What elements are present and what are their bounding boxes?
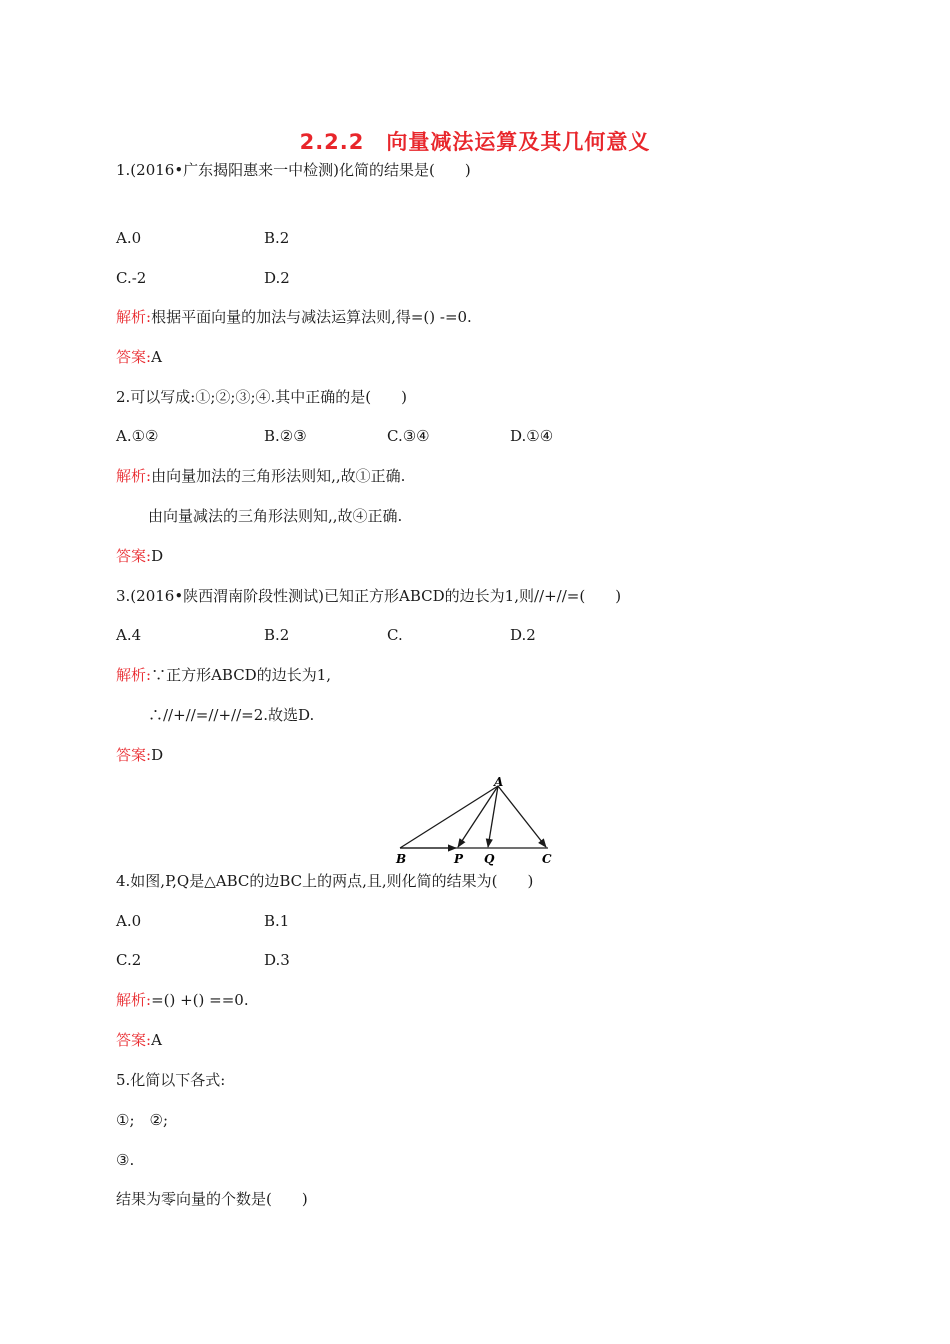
q2-answer bbox=[116, 546, 163, 566]
analysis-label: 解析: bbox=[116, 666, 152, 684]
q3-analysis-cont: ∴//+//=//+//=2.故选D. bbox=[148, 706, 315, 724]
answer-text: D bbox=[151, 746, 164, 764]
q1-option-a: A.0 bbox=[116, 229, 142, 247]
q5-tail: 结果为零向量的个数是( ) bbox=[116, 1190, 308, 1208]
q1-option-d: D.2 bbox=[264, 269, 290, 287]
q1-answer bbox=[116, 347, 162, 367]
vector-aq bbox=[488, 786, 498, 847]
label-p: P bbox=[454, 852, 464, 866]
q5-item-2: ③. bbox=[116, 1151, 135, 1169]
q4-analysis bbox=[116, 990, 249, 1010]
answer-label: 答案: bbox=[116, 746, 152, 764]
label-c: C bbox=[542, 852, 552, 866]
q2-analysis bbox=[116, 466, 405, 486]
vector-ap bbox=[458, 786, 498, 847]
q1-option-c: C.-2 bbox=[116, 269, 147, 287]
q3-option-d: D.2 bbox=[510, 626, 536, 644]
q4-stem: 4.如图,P,Q是△ABC的边BC上的两点,且,则化简的结果为( ) bbox=[116, 872, 534, 890]
analysis-text: =() +() ==0. bbox=[151, 991, 249, 1009]
q3-answer bbox=[116, 745, 163, 765]
segment-ab bbox=[400, 786, 498, 848]
q3-option-c: C. bbox=[387, 626, 403, 644]
q4-option-b: B.1 bbox=[264, 912, 290, 930]
vector-ac bbox=[498, 786, 546, 847]
analysis-label: 解析: bbox=[116, 308, 152, 326]
label-q: Q bbox=[484, 852, 495, 866]
q1-option-b: B.2 bbox=[264, 229, 290, 247]
q4-option-a: A.0 bbox=[116, 912, 142, 930]
q2-option-b: B.②③ bbox=[264, 427, 307, 445]
q3-option-a: A.4 bbox=[116, 626, 142, 644]
label-a: A bbox=[494, 776, 504, 789]
q2-option-a: A.①② bbox=[116, 427, 159, 445]
q2-stem: 2.可以写成:①;②;③;④.其中正确的是( ) bbox=[116, 388, 408, 406]
q3-analysis bbox=[116, 665, 331, 685]
answer-label: 答案: bbox=[116, 348, 152, 366]
answer-text: D bbox=[151, 547, 164, 565]
q1-analysis bbox=[116, 307, 472, 327]
q3-option-b: B.2 bbox=[264, 626, 290, 644]
analysis-text: ∵正方形ABCD的边长为1, bbox=[151, 666, 332, 684]
triangle-figure bbox=[390, 776, 565, 866]
answer-label: 答案: bbox=[116, 1031, 152, 1049]
analysis-label: 解析: bbox=[116, 467, 152, 485]
analysis-label: 解析: bbox=[116, 991, 152, 1009]
q4-option-c: C.2 bbox=[116, 951, 142, 969]
q5-stem: 5.化简以下各式: bbox=[116, 1071, 226, 1089]
q4-answer bbox=[116, 1030, 162, 1050]
answer-text: A bbox=[151, 348, 162, 366]
q2-option-c: C.③④ bbox=[387, 427, 430, 445]
page-title: 2.2.2 向量减法运算及其几何意义 bbox=[299, 130, 651, 154]
q1-stem: 1.(2016•广东揭阳惠来一中检测)化简的结果是( ) bbox=[116, 161, 471, 179]
answer-text: A bbox=[151, 1031, 162, 1049]
q5-item-1: ①; ②; bbox=[116, 1111, 169, 1129]
q4-option-d: D.3 bbox=[264, 951, 290, 969]
q2-option-d: D.①④ bbox=[510, 427, 554, 445]
q2-analysis-cont: 由向量减法的三角形法则知,,故④正确. bbox=[148, 507, 403, 525]
analysis-text: 由向量加法的三角形法则知,,故①正确. bbox=[151, 467, 406, 485]
q3-stem: 3.(2016•陕西渭南阶段性测试)已知正方形ABCD的边长为1,则//+//=( ) bbox=[116, 587, 622, 605]
analysis-text: 根据平面向量的加法与减法运算法则,得=() -=0. bbox=[151, 308, 472, 326]
label-b: B bbox=[396, 852, 407, 866]
answer-label: 答案: bbox=[116, 547, 152, 565]
